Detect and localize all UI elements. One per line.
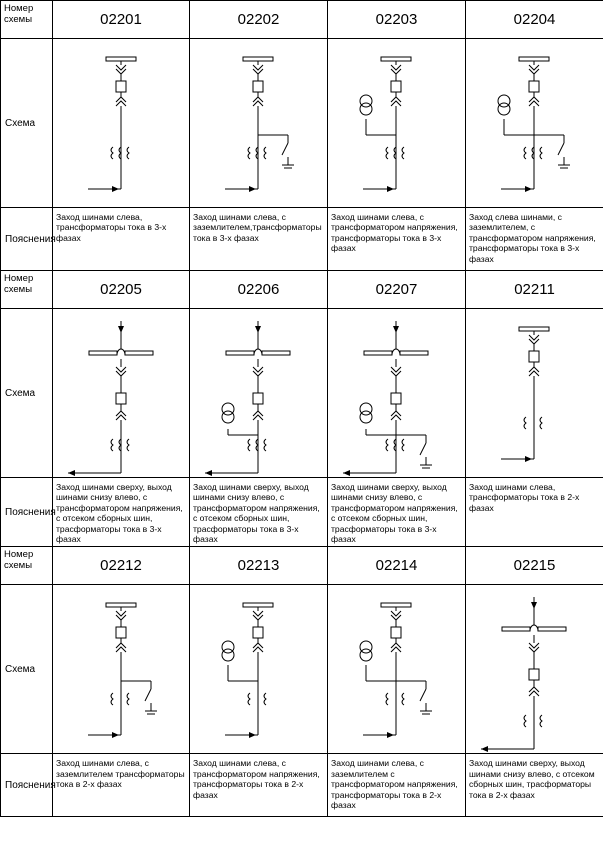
scheme-diagram-cell (53, 585, 190, 754)
disconnect-contact-symbol (253, 367, 263, 376)
breaker-symbol (253, 627, 263, 638)
current-transformer-symbol (127, 439, 129, 451)
explanation-label: Пояснения (1, 754, 53, 817)
scheme-diagram-cell (466, 585, 603, 754)
disconnect-contact-symbol (253, 643, 263, 652)
breaker-symbol (529, 351, 539, 362)
scheme-diagram (190, 39, 327, 207)
scheme-diagram (190, 585, 327, 753)
arrow-down-icon (118, 326, 124, 333)
current-transformer-symbol (386, 147, 388, 159)
earthing-switch-symbol (420, 681, 432, 714)
current-transformer-symbol (111, 693, 113, 705)
breaker-symbol (529, 669, 539, 680)
breaker-symbol (116, 393, 126, 404)
current-transformer-symbol (127, 147, 129, 159)
scheme-code: 02213 (190, 547, 328, 585)
scheme-explanation: Заход шинами сверху, выход шинами снизу влево, с трансформатором напряжения, с отсеком сборных шин, трасформаторы тока в 3-х фазах (190, 478, 328, 547)
top-busbar (519, 57, 549, 61)
earthing-switch-symbol (282, 135, 294, 168)
scheme-explanation: Заход шинами слева, с заземлителем с трансформатором напряжения, трансформаторы тока в 2-х фазах (328, 754, 466, 817)
breaker-symbol (391, 81, 401, 92)
current-transformer-symbol (127, 693, 129, 705)
arrow-right-icon (387, 186, 394, 192)
scheme-diagram (328, 39, 465, 207)
scheme-diagram (466, 39, 603, 207)
current-transformer-symbol (386, 693, 388, 705)
scheme-explanation: Заход шинами сверху, выход шинами снизу влево, с отсеком сборных шин, трасформаторы тока в 2-х фазах (466, 754, 603, 817)
disconnect-contact-symbol (253, 611, 263, 620)
scheme-code: 02214 (328, 547, 466, 585)
busbar-crossing-symbol (502, 625, 566, 631)
scheme-diagram (53, 39, 190, 207)
current-transformer-symbol (524, 715, 526, 727)
scheme-diagram (466, 585, 603, 753)
scheme-code: 02211 (466, 271, 603, 309)
scheme-diagram (53, 309, 190, 477)
earthing-switch-symbol (145, 681, 157, 714)
disconnect-contact-symbol (391, 367, 401, 376)
scheme-diagram (328, 309, 465, 477)
disconnect-contact-symbol (529, 97, 539, 106)
arrow-left-icon (68, 470, 75, 476)
voltage-transformer-symbol (360, 95, 372, 115)
voltage-transformer-symbol (222, 403, 234, 423)
breaker-symbol (253, 393, 263, 404)
scheme-diagram-cell (53, 39, 190, 208)
breaker-symbol (391, 393, 401, 404)
current-transformer-symbol (402, 693, 404, 705)
arrow-down-icon (255, 326, 261, 333)
current-transformer-symbol (386, 439, 388, 451)
scheme-explanation: Заход шинами слева, трансформаторы тока в 2-х фазах (466, 478, 603, 547)
scheme-diagram (190, 309, 327, 477)
number-label: Номер схемы (1, 271, 53, 309)
disconnect-contact-symbol (529, 65, 539, 74)
arrow-right-icon (249, 186, 256, 192)
scheme-diagram-cell (53, 309, 190, 478)
scheme-diagram-cell (328, 585, 466, 754)
earthing-switch-symbol (420, 435, 432, 468)
scheme-code: 02203 (328, 1, 466, 39)
disconnect-contact-symbol (253, 97, 263, 106)
top-busbar (243, 603, 273, 607)
arrow-down-icon (531, 602, 537, 609)
breaker-symbol (391, 627, 401, 638)
top-busbar (519, 327, 549, 331)
arrow-right-icon (112, 186, 119, 192)
voltage-transformer-symbol (222, 641, 234, 661)
voltage-transformer-symbol (498, 95, 510, 115)
scheme-diagram-cell (466, 39, 603, 208)
disconnect-contact-symbol (391, 65, 401, 74)
arrow-down-icon (393, 326, 399, 333)
scheme-diagram (328, 585, 465, 753)
scheme-code: 02201 (53, 1, 190, 39)
scheme-explanation: Заход шинами слева, с трансформатором напряжения, трансформаторы тока в 2-х фазах (190, 754, 328, 817)
current-transformer-symbol (248, 439, 250, 451)
scheme-diagram (53, 585, 190, 753)
disconnect-contact-symbol (391, 97, 401, 106)
disconnect-contact-symbol (391, 411, 401, 420)
current-transformer-symbol (402, 147, 404, 159)
disconnect-contact-symbol (116, 65, 126, 74)
top-busbar (381, 603, 411, 607)
top-busbar (243, 57, 273, 61)
scheme-code: 02202 (190, 1, 328, 39)
arrow-left-icon (205, 470, 212, 476)
disconnect-contact-symbol (116, 611, 126, 620)
disconnect-contact-symbol (116, 411, 126, 420)
voltage-transformer-symbol (360, 403, 372, 423)
busbar-crossing-symbol (364, 349, 428, 355)
scheme-explanation: Заход шинами сверху, выход шинами снизу влево, с трансформатором напряжения, с отсеком сборных шин, трасформаторы тока в 3-х фазах (328, 478, 466, 547)
scheme-diagram-cell (328, 309, 466, 478)
scheme-code: 02205 (53, 271, 190, 309)
scheme-explanation: Заход шинами сверху, выход шинами снизу влево, с трансформатором напряжения, с отсеком сборных шин, трасформаторы тока в 3-х фазах (53, 478, 190, 547)
disconnect-contact-symbol (391, 643, 401, 652)
arrow-left-icon (481, 746, 488, 752)
current-transformer-symbol (524, 147, 526, 159)
current-transformer-symbol (540, 417, 542, 429)
disconnect-contact-symbol (116, 367, 126, 376)
arrow-right-icon (525, 456, 532, 462)
current-transformer-symbol (264, 693, 266, 705)
scheme-code: 02215 (466, 547, 603, 585)
scheme-label: Схема (1, 585, 53, 754)
scheme-code: 02207 (328, 271, 466, 309)
scheme-code: 02204 (466, 1, 603, 39)
current-transformer-symbol (248, 147, 250, 159)
disconnect-contact-symbol (253, 65, 263, 74)
scheme-code: 02212 (53, 547, 190, 585)
scheme-explanation: Заход шинами слева, с трансформатором напряжения, трансформаторы тока в 3-х фазах (328, 208, 466, 271)
current-transformer-symbol (111, 147, 113, 159)
busbar-crossing-symbol (89, 349, 153, 355)
current-transformer-symbol (540, 147, 542, 159)
explanation-label: Пояснения (1, 208, 53, 271)
number-label: Номер схемы (1, 1, 53, 39)
scheme-explanation: Заход шинами слева, с заземлителем,трансформаторы тока в 3-х фазах (190, 208, 328, 271)
top-busbar (381, 57, 411, 61)
current-transformer-symbol (264, 147, 266, 159)
current-transformer-symbol (248, 693, 250, 705)
arrow-left-icon (343, 470, 350, 476)
arrow-right-icon (249, 732, 256, 738)
scheme-diagram-cell (190, 39, 328, 208)
scheme-label: Схема (1, 309, 53, 478)
scheme-diagram-cell (190, 585, 328, 754)
busbar-crossing-symbol (226, 349, 290, 355)
scheme-diagram-cell (466, 309, 603, 478)
voltage-transformer-symbol (360, 641, 372, 661)
scheme-explanation: Заход шинами слева, с заземлителем трансформаторы тока в 2-х фазах (53, 754, 190, 817)
arrow-right-icon (525, 186, 532, 192)
current-transformer-symbol (402, 439, 404, 451)
breaker-symbol (253, 81, 263, 92)
arrow-right-icon (112, 732, 119, 738)
top-busbar (106, 603, 136, 607)
number-label: Номер схемы (1, 547, 53, 585)
scheme-diagram (466, 309, 603, 477)
arrow-right-icon (387, 732, 394, 738)
disconnect-contact-symbol (529, 335, 539, 344)
scheme-explanation: Заход слева шинами, с заземлителем, с трансформатором напряжения, трансформаторы тока в 3-х фазах (466, 208, 603, 271)
scheme-diagram-cell (190, 309, 328, 478)
disconnect-contact-symbol (529, 687, 539, 696)
earthing-switch-symbol (558, 135, 570, 168)
top-busbar (106, 57, 136, 61)
explanation-label: Пояснения (1, 478, 53, 547)
scheme-label: Схема (1, 39, 53, 208)
scheme-code: 02206 (190, 271, 328, 309)
disconnect-contact-symbol (529, 643, 539, 652)
disconnect-contact-symbol (116, 97, 126, 106)
current-transformer-symbol (540, 715, 542, 727)
disconnect-contact-symbol (253, 411, 263, 420)
breaker-symbol (529, 81, 539, 92)
breaker-symbol (116, 81, 126, 92)
current-transformer-symbol (111, 439, 113, 451)
disconnect-contact-symbol (529, 367, 539, 376)
current-transformer-symbol (524, 417, 526, 429)
current-transformer-symbol (264, 439, 266, 451)
scheme-diagram-cell (328, 39, 466, 208)
breaker-symbol (116, 627, 126, 638)
scheme-explanation: Заход шинами слева, трансформаторы тока в 3-х фазах (53, 208, 190, 271)
disconnect-contact-symbol (391, 611, 401, 620)
disconnect-contact-symbol (116, 643, 126, 652)
